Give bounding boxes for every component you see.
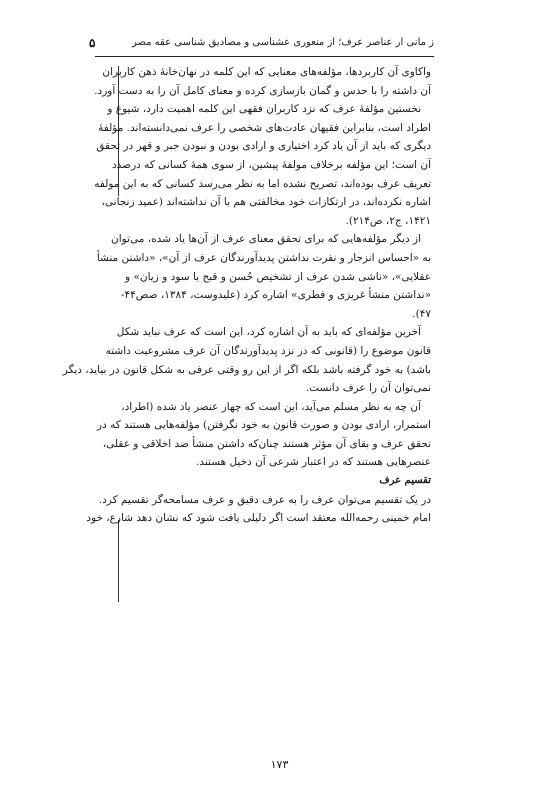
text-line: نخستین مؤلفهٔ عرف که نزد کاربران فقهی این کلمه اهمیت دارد، شیوع و (107, 103, 421, 116)
text-line: ۴۷). (412, 307, 431, 320)
text-line: تعریف عرف بوده‌اند، تصریح نشده اما به نظر می‌رسد کسانی که به این مولفه (94, 177, 431, 190)
text-line: از دیگر مؤلفه‌هایی که برای تحقق معنای عرف از آن‌ها یاد شده، می‌توان (111, 233, 421, 246)
paragraph (94, 100, 431, 230)
text-line: عقلایی»، «ناشی شدن عرف از تشخیص حُسن و قبح یا سود و زیان» و (125, 270, 431, 283)
text-line: امام خمینی رحمه‌الله معتقد است اگر دلیلی یافت شود که نشان دهد شارع، خود (86, 512, 431, 525)
text-line: واکاوی آن کاربردها، مؤلفه‌های معنایی که این کلمه در نهان‌خانهٔ ذهن کاربران (102, 66, 431, 78)
text-line: اطراد است، بنابراین فقیهان عادت‌های شخصی را عرف نمی‌دانسته‌اند. مؤلفهٔ (98, 121, 431, 134)
text-line: عنصرهایی هستند که در اعتبار شرعی آن دخیل هستند. (196, 456, 431, 469)
paragraph (96, 230, 431, 323)
paragraph (96, 398, 431, 472)
text-line: آن است؛ این مؤلفه برخلاف مولفهٔ پیشین، از سوی همهٔ کسانی که درصدد (112, 158, 431, 171)
text-line: باشد) به خود گرفته باشد بلکه اگر از این رو وقتی عرفی به شکل قانون در بیاید، دیگر (62, 363, 431, 376)
text-line: ۱۴۲۱، ج۲، ص۲۱۴). (345, 214, 431, 227)
paragraph (62, 323, 431, 397)
running-header (89, 36, 434, 57)
section-heading: تقسیم عرف (379, 475, 431, 487)
text-line: در یک تقسیم می‌توان عرف را به عرف دقیق و عرف مسامحه‌گر تقسیم کرد. (98, 493, 431, 506)
text-line: دیگری که باید از آن یاد کرد اختیاری و ارادی بودن و نبودن جبر و قهر در تحقق (96, 140, 431, 153)
margin-rule-lower (118, 520, 119, 602)
header-page-number: ۵ (89, 36, 96, 50)
running-title: ز مانی ار عناصر عرف؛ از منعوری عشناسی و مصادیق شناسی عقه مصر (131, 37, 434, 48)
paragraph (94, 63, 431, 100)
body-text (62, 63, 431, 528)
text-line: اشاره نکرده‌اند، در ارتکازات خود مخالفتی هم با آن نداشته‌اند (عمید زنجانی، (101, 196, 431, 209)
text-line: آخرین مؤلفه‌ای که باید به آن اشاره کرد، این است که عرف نباید شکل (116, 326, 421, 339)
text-line: «نداشتن منشأ غریزی و فطری» اشاره کرد (علیدوست، ۱۳۸۴، صص۴۴- (120, 289, 431, 302)
text-line: قانون موضوع را (قانونی که در نزد پدیدآورندگان آن عرف مشروعیت داشته (105, 344, 431, 357)
text-line: آن چه به نظر مسلم می‌آید، این است که چهار عنصر یاد شده (اطراد، (121, 400, 421, 413)
footer-page-number: ۱۷۳ (270, 758, 289, 771)
text-line: تحقق عرف و بقای آن مؤثر هستند چنان‌که داشتن منشأ ضد اخلاقی و عقلی، (102, 437, 431, 450)
text-line: نمی‌توان آن را عرف دانست. (305, 382, 431, 395)
text-line: آن داشته را با حدس و گمان بازسازی کرده و معنای کامل آن را به دست آورد. (94, 84, 431, 97)
text-line: استمرار، ارادی بودن و صورت قانون به خود نگرفتن) مؤلفه‌هایی هستند که در (96, 419, 431, 432)
text-line: به «احساس انزجار و نفرت نداشتن پدیدآورندگان عرف از آن»، «داشتن منشأ (96, 251, 431, 264)
paragraph (86, 491, 431, 528)
